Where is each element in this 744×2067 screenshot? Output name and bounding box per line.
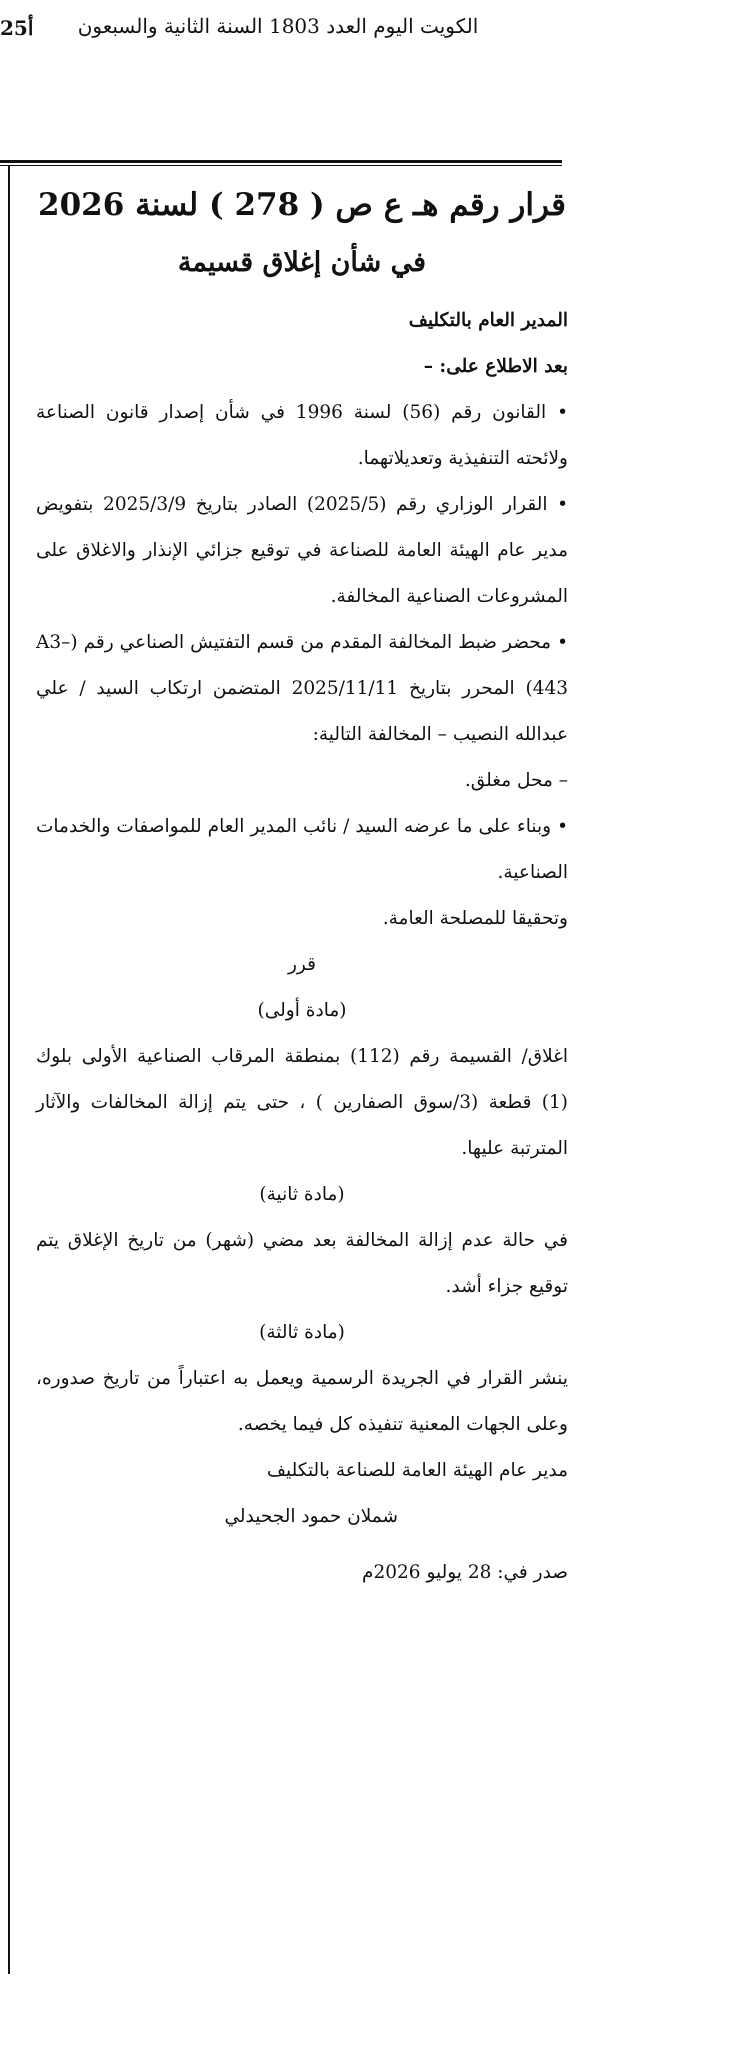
article-text: في حالة عدم إزالة المخالفة بعد مضي (شهر) من تاريخ الإغلاق يتم توقيع جزاء أشد. xyxy=(36,1230,568,1297)
decision-subject: في شأن إغلاق قسيمة xyxy=(177,247,427,278)
article-heading: (مادة ثالثة) xyxy=(259,1322,345,1343)
page-number: 25أ xyxy=(0,16,34,40)
whereas-item: • القانون رقم (56) لسنة 1996 في شأن إصدار قانون الصناعة ولائحته التنفيذية وتعديلاتهما. xyxy=(36,402,568,469)
article-text: ينشر القرار في الجريدة الرسمية ويعمل به اعتباراً من تاريخ صدوره، وعلى الجهات المعنية تنفيذه كل فيما يخصه. xyxy=(36,1368,568,1435)
issue-date: صدر في: 28 يوليو 2026م xyxy=(362,1562,568,1583)
preamble-intro: بعد الاطلاع على: – xyxy=(423,356,568,377)
decision-title: قرار رقم هـ ع ص ( 278 ) لسنة 2026 xyxy=(38,187,566,223)
signatory-title: مدير عام الهيئة العامة للصناعة بالتكليف xyxy=(266,1460,568,1481)
signatory-name: شملان حمود الجحيدلي xyxy=(224,1506,398,1527)
public-interest-line: وتحقيقا للمصلحة العامة. xyxy=(382,908,568,929)
whereas-item: • القرار الوزاري رقم (2025/5) الصادر بتاريخ 2025/3/9 بتفويض مدير عام الهيئة العامة للصناعة في توقيع جزائي الإنذار والاغلاق على المشروعات الصناعية المخالفة. xyxy=(36,494,568,607)
issuer-line: المدير العام بالتكليف xyxy=(408,310,568,331)
header-divider xyxy=(0,160,562,166)
whereas-item: • وبناء على ما عرضه السيد / نائب المدير العام للمواصفات والخدمات الصناعية. xyxy=(36,816,568,883)
violation-item: – محل مغلق. xyxy=(464,770,568,791)
resolved-label: قرر xyxy=(288,954,316,975)
decision-body xyxy=(36,176,568,1596)
article-heading: (مادة ثانية) xyxy=(259,1184,345,1205)
column-divider xyxy=(8,166,10,1974)
article-heading: (مادة أولى) xyxy=(257,1000,347,1021)
whereas-item: • محضر ضبط المخالفة المقدم من قسم التفتيش الصناعي رقم (A3–443) المحرر بتاريخ 2025/11/11 المتضمن ارتكاب السيد / علي عبدالله النصيب – المخالفة التالية: xyxy=(36,632,568,745)
running-header: الكويت اليوم العدد 1803 السنة الثانية والسبعون xyxy=(77,14,479,38)
article-text: اغلاق/ القسيمة رقم (112) بمنطقة المرقاب الصناعية الأولى بلوك (1) قطعة (3/سوق الصفارين ) ، حتى يتم إزالة المخالفات والآثار المترتبة عليها. xyxy=(36,1046,568,1159)
